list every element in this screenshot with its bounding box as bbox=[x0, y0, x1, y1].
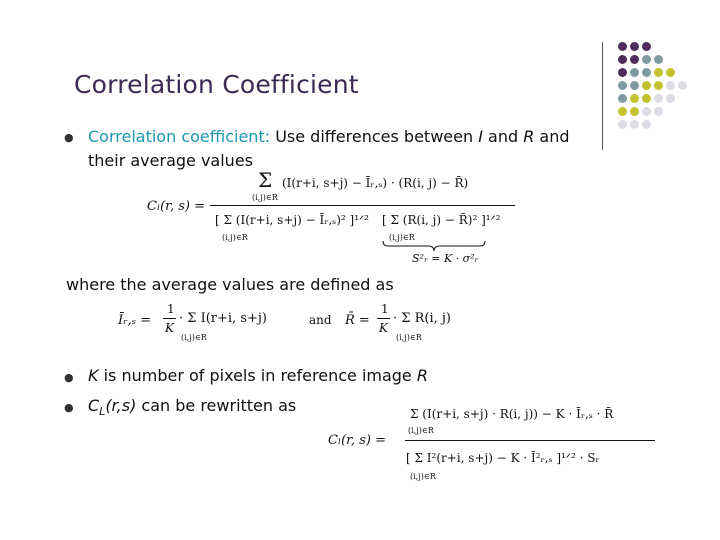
formula-3-den-index: (i,j)∈R bbox=[410, 472, 436, 481]
var-R: R bbox=[416, 366, 428, 385]
formula-1-den-index-right: (i,j)∈R bbox=[389, 233, 415, 242]
where-line: where the average values are defined as bbox=[66, 275, 394, 294]
formula-3-lhs: Cₗ(r, s) = bbox=[328, 433, 386, 448]
var-C: C bbox=[88, 396, 100, 415]
formula-2-lhs2: R̄ = bbox=[345, 313, 370, 328]
frac1-num: 1 bbox=[167, 302, 175, 316]
var-K: K bbox=[88, 366, 99, 385]
formula-2-mid2: · Σ R(i, j) bbox=[393, 311, 451, 326]
bullet-3-text: can be rewritten as bbox=[136, 396, 297, 415]
bullet-icon: ● bbox=[64, 131, 74, 144]
bullet-icon: ● bbox=[64, 371, 74, 384]
bullet-2-text: is number of pixels in reference image bbox=[98, 366, 417, 385]
frac1-den: K bbox=[165, 321, 174, 335]
formula-1-den-right: [ Σ (R(i, j) − R̄)² ]¹ᐟ² bbox=[382, 213, 501, 227]
slide-title: Correlation Coefficient bbox=[74, 70, 359, 99]
formula-3-numerator: Σ (I(r+i, s+j) · R(i, j)) − K · Īᵣ,ₛ · R̄ bbox=[410, 407, 614, 421]
formula-3-num-index: (i,j)∈R bbox=[408, 426, 434, 435]
formula-2-index2: (i,j)∈R bbox=[396, 333, 422, 342]
underbrace-label: S²ᵣ = K · σ²ᵣ bbox=[412, 252, 479, 265]
formula-1-num-index: (i,j)∈R bbox=[252, 193, 278, 202]
formula-1-den-index-left: (i,j)∈R bbox=[222, 233, 248, 242]
var-I: I bbox=[478, 127, 483, 146]
var-R: R bbox=[523, 127, 535, 146]
subscript-L: L bbox=[99, 405, 106, 419]
formula-1-den-left: [ Σ (I(r+i, s+j) − Īᵣ,ₛ)² ]¹ᐟ² bbox=[215, 213, 369, 227]
formula-1-sum: Σ bbox=[258, 168, 273, 192]
formula-1-numerator: (I(r+i, s+j) − Īᵣ,ₛ) · (R(i, j) − R̄) bbox=[282, 176, 469, 190]
formula-2-mid1: · Σ I(r+i, s+j) bbox=[179, 311, 267, 326]
args: (r,s) bbox=[105, 396, 137, 415]
formula-1-lhs: Cₗ(r, s) = bbox=[147, 199, 205, 214]
fraction-bar bbox=[405, 440, 655, 441]
bullet-1-label: Correlation coefficient: bbox=[88, 127, 271, 146]
formula-2-index1: (i,j)∈R bbox=[181, 333, 207, 342]
bullet-icon: ● bbox=[64, 401, 74, 414]
formula-2-and: and bbox=[309, 313, 332, 327]
formula-3-denominator: [ Σ I²(r+i, s+j) − K · Ī²ᵣ,ₛ ]¹ᐟ² · Sᵣ bbox=[406, 451, 600, 465]
formula-2-lhs1: Īᵣ,ₛ = bbox=[118, 313, 152, 328]
bullet-1-text-a: Use differences between bbox=[275, 127, 479, 146]
bullet-1-line-2: their average values bbox=[88, 151, 253, 170]
frac2-den: K bbox=[379, 321, 388, 335]
frac2-num: 1 bbox=[381, 302, 389, 316]
bullet-1-text-b: and bbox=[482, 127, 524, 146]
bullet-1-text-c: and bbox=[534, 127, 570, 146]
